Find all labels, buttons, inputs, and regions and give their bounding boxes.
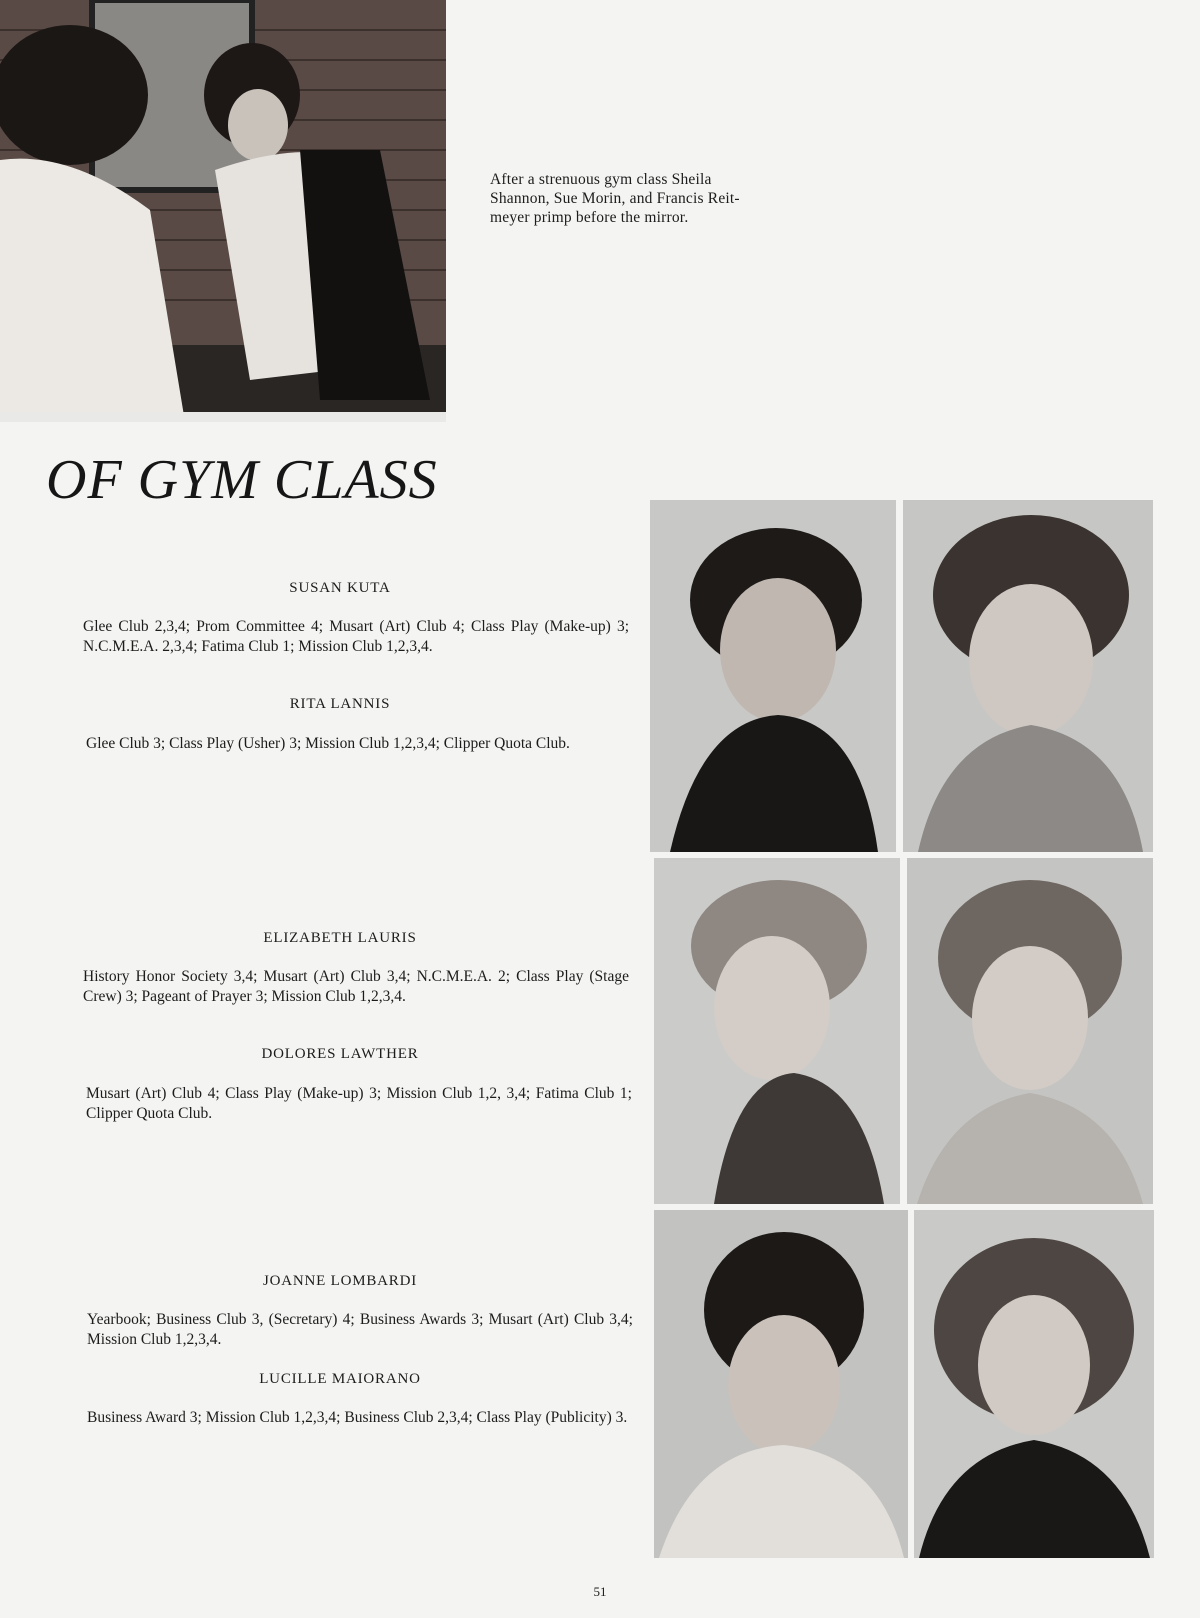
portrait-photo: [650, 500, 896, 852]
portrait-photo: [903, 500, 1153, 852]
student-name: JOANNE LOMBARDI: [262, 1273, 418, 1289]
student-activities: Business Award 3; Mission Club 1,2,3,4; Business Club 2,3,4; Class Play (Publicity) 3.: [87, 1409, 628, 1426]
page-heading: OF GYM CLASS: [46, 449, 438, 511]
student-name: ELIZABETH LAURIS: [263, 930, 417, 946]
caption-line: meyer primp before the mirror.: [490, 209, 689, 226]
portrait-photo: [914, 1210, 1154, 1558]
photo-caption: [490, 170, 840, 227]
page-number: 51: [593, 1584, 607, 1599]
student-activities: History Honor Society 3,4; Musart (Art) Club 3,4; N.C.M.E.A. 2; Class Play (Stage Crew) 3; Pageant of Prayer 3; Mission Club 1,2,3,4.: [83, 968, 629, 1005]
student-activities: Glee Club 3; Class Play (Usher) 3; Mission Club 1,2,3,4; Clipper Quota Club.: [86, 735, 570, 752]
portrait-photo: [654, 858, 900, 1204]
student-name: DOLORES LAWTHER: [261, 1046, 419, 1062]
student-name: LUCILLE MAIORANO: [259, 1371, 421, 1387]
caption-line: After a strenuous gym class Sheila: [490, 171, 712, 188]
student-activities: Glee Club 2,3,4; Prom Committee 4; Musart (Art) Club 4; Class Play (Make-up) 3; N.C.M.E.A. 2,3,4; Fatima Club 1; Mission Club 1,2,3,4.: [83, 618, 629, 655]
student-name: SUSAN KUTA: [289, 580, 391, 596]
student-activities: Musart (Art) Club 4; Class Play (Make-up) 3; Mission Club 1,2, 3,4; Fatima Club 1; Clipper Quota Club.: [86, 1085, 632, 1122]
portrait-photo: [907, 858, 1153, 1204]
student-activities: Yearbook; Business Club 3, (Secretary) 4; Business Awards 3; Musart (Art) Club 3,4; Mission Club 1,2,3,4.: [87, 1311, 633, 1348]
student-name: RITA LANNIS: [289, 696, 391, 712]
caption-line: Shannon, Sue Morin, and Francis Reit-: [490, 190, 740, 207]
portrait-photo: [654, 1210, 908, 1558]
candid-photo: [0, 0, 446, 422]
